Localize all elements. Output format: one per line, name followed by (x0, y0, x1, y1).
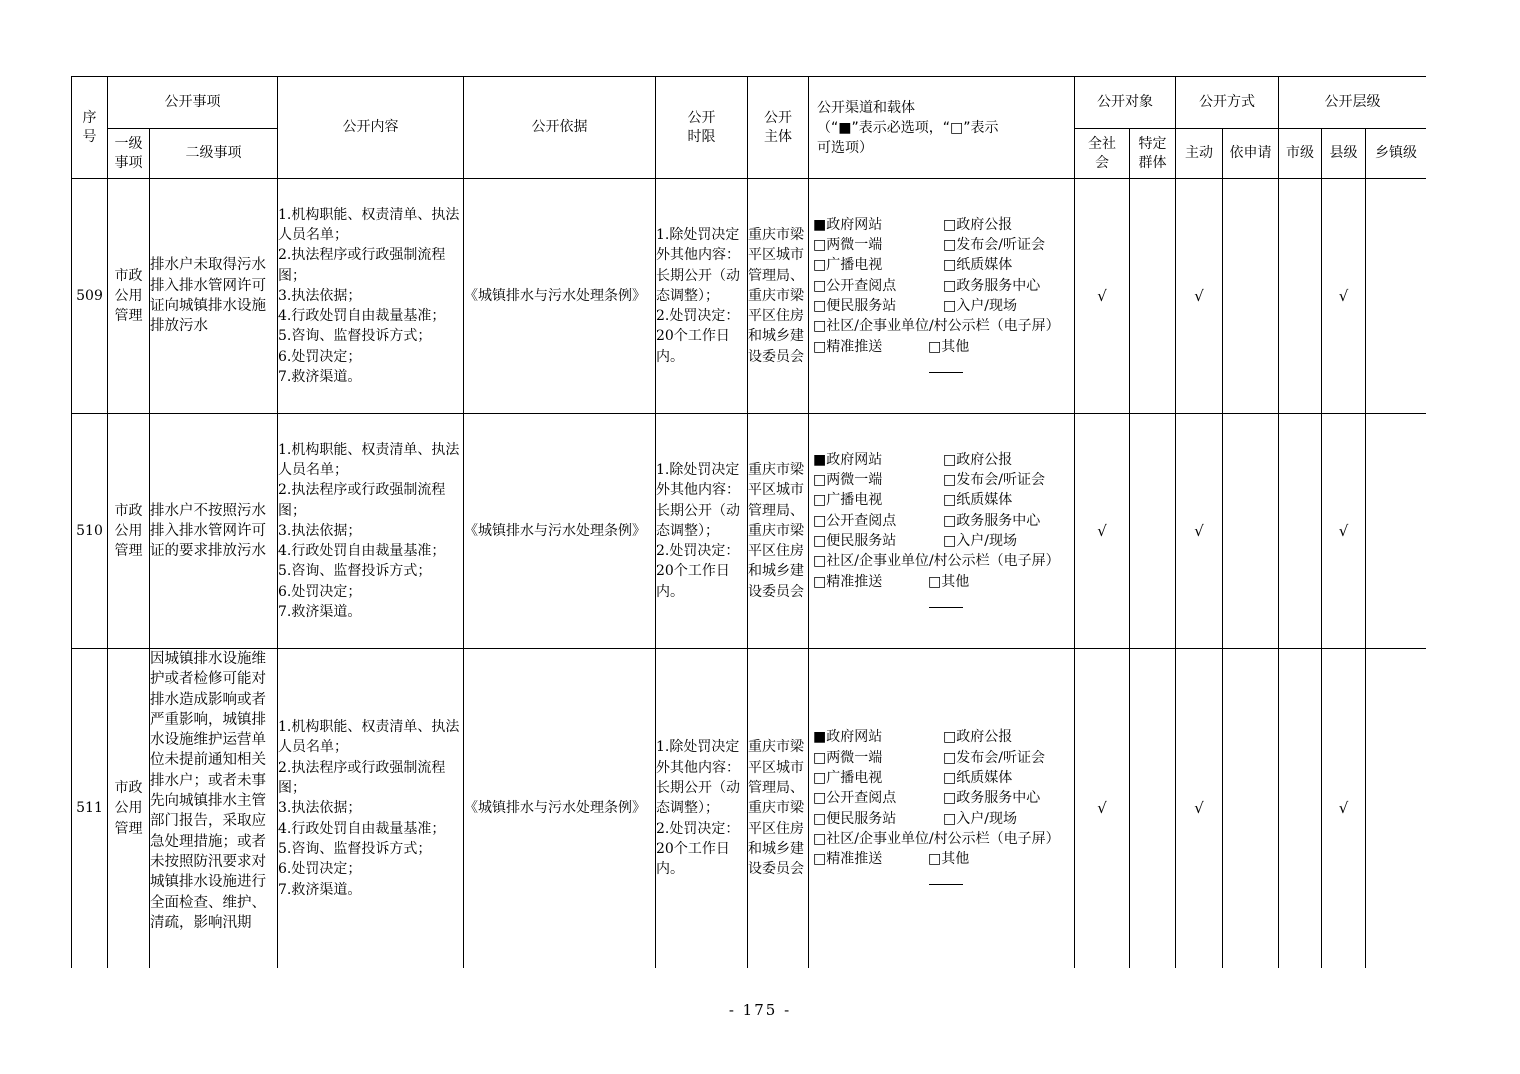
row-channels (809, 414, 1075, 649)
channel-convenience-station: □便民服务站 (813, 298, 897, 314)
row-content: 1.机构职能、权责清单、执法人员名单； 2.执法程序或行政强制流程图； 3.执法依据； 4.行政处罚自由裁量基准； 5.咨询、监督投诉方式； 6.处罚决定； 7.救济渠道。 (278, 649, 464, 969)
cell-specific-group (1130, 414, 1176, 649)
cell-on-request (1223, 649, 1279, 969)
row-subject: 重庆市梁平区城市管理局、重庆市梁平区住房和城乡建设委员会 (748, 649, 809, 969)
channel-broadcast-tv: □广播电视 (813, 257, 883, 274)
blank-line (929, 870, 963, 885)
row-number: 509 (72, 179, 108, 414)
disclosure-table-sheet (71, 76, 1426, 968)
row-subject: 重庆市梁平区城市管理局、重庆市梁平区住房和城乡建设委员会 (748, 179, 809, 414)
channel-broadcast-tv: □广播电视 (813, 492, 883, 509)
channel-print-media: □纸质媒体 (943, 492, 1013, 509)
channel-targeted-push: □精准推送 (813, 573, 883, 590)
row-number: 511 (72, 649, 108, 969)
disclosure-table (71, 76, 1426, 968)
header-time-limit: 公开 时限 (656, 77, 748, 179)
header-subject: 公开 主体 (748, 77, 809, 179)
channel-targeted-push: □精准推送 (813, 338, 883, 355)
channel-public-reading: □公开查阅点 (813, 277, 897, 294)
row-level2-cell (150, 649, 278, 969)
channel-other: □其他 (928, 851, 970, 868)
channel-print-media: □纸质媒体 (943, 769, 1013, 786)
channel-press-hearing: □发布会/听证会 (943, 237, 1045, 254)
row-level1: 市政 公用 管理 (108, 179, 150, 414)
channel-convenience-station: □便民服务站 (813, 533, 897, 549)
channel-gov-gazette: □政府公报 (943, 451, 1013, 468)
row-level2: 排水户未取得污水排入排水管网许可证向城镇排水设施排放污水 (150, 179, 278, 414)
row-level2: 因城镇排水设施维护或者检修可能对排水造成影响或者严重影响，城镇排水设施维护运营单位未提前通知相关排水户；或者未事先向城镇排水主管部门报告，采取应急处理措施；或者未按照防汛要求对城镇排水设施进行全面检查、维护、清疏，影响汛期 (150, 651, 266, 931)
cell-town-level (1366, 649, 1427, 969)
cell-on-request (1223, 179, 1279, 414)
cell-all-society: √ (1075, 649, 1130, 969)
row-basis: 《城镇排水与污水处理条例》 (464, 414, 656, 649)
channel-gov-website: ■政府网站 (813, 729, 883, 746)
channel-bulletin-board: □社区/企事业单位/村公示栏（电子屏） (813, 830, 1060, 847)
channel-public-reading: □公开查阅点 (813, 512, 897, 529)
channel-gov-gazette: □政府公报 (943, 729, 1013, 746)
cell-all-society: √ (1075, 179, 1130, 414)
cell-county-level: √ (1322, 649, 1366, 969)
cell-town-level (1366, 179, 1427, 414)
channel-convenience-station: □便民服务站 (813, 810, 897, 827)
channel-door-to-door: □入户/现场 (943, 298, 1017, 314)
row-subject: 重庆市梁平区城市管理局、重庆市梁平区住房和城乡建设委员会 (748, 414, 809, 649)
row-level2: 排水户不按照污水排入排水管网许可证的要求排放污水 (150, 414, 278, 649)
blank-line (929, 358, 963, 373)
channel-press-hearing: □发布会/听证会 (943, 472, 1045, 489)
cell-city-level (1279, 649, 1322, 969)
channel-door-to-door: □入户/现场 (943, 810, 1017, 827)
channel-service-center: □政务服务中心 (943, 277, 1041, 294)
blank-line (929, 593, 963, 608)
cell-active: √ (1176, 414, 1223, 649)
channel-press-hearing: □发布会/听证会 (943, 749, 1045, 766)
header-level2: 二级事项 (150, 129, 278, 179)
header-level1: 一级 事项 (108, 129, 150, 179)
channel-wechat-weibo-app: □两微一端 (813, 749, 883, 766)
cell-city-level (1279, 414, 1322, 649)
row-number: 510 (72, 414, 108, 649)
header-basis: 公开依据 (464, 77, 656, 179)
channel-gov-website: ■政府网站 (813, 451, 883, 468)
row-level1: 市政 公用 管理 (108, 414, 150, 649)
header-item-group: 公开事项 (108, 77, 278, 129)
channel-gov-gazette: □政府公报 (943, 216, 1013, 233)
header-level-city: 市级 (1279, 129, 1322, 179)
header-method-request: 依申请 (1223, 129, 1279, 179)
channel-print-media: □纸质媒体 (943, 257, 1013, 274)
row-time-limit: 1.除处罚决定外其他内容：长期公开（动态调整）； 2.处罚决定：20个工作日内。 (656, 179, 748, 414)
channel-public-reading: □公开查阅点 (813, 790, 897, 807)
header-audience: 公开对象 (1075, 77, 1176, 129)
cell-active: √ (1176, 179, 1223, 414)
row-channels (809, 649, 1075, 969)
channel-gov-website: ■政府网站 (813, 216, 883, 233)
channel-other: □其他 (928, 338, 970, 355)
table-row (72, 649, 1427, 969)
channel-wechat-weibo-app: □两微一端 (813, 237, 883, 254)
cell-county-level: √ (1322, 414, 1366, 649)
cell-all-society: √ (1075, 414, 1130, 649)
row-time-limit: 1.除处罚决定外其他内容：长期公开（动态调整）； 2.处罚决定：20个工作日内。 (656, 414, 748, 649)
header-audience-specific: 特定 群体 (1130, 129, 1176, 179)
cell-specific-group (1130, 179, 1176, 414)
row-content: 1.机构职能、权责清单、执法人员名单； 2.执法程序或行政强制流程图； 3.执法依据； 4.行政处罚自由裁量基准； 5.咨询、监督投诉方式； 6.处罚决定； 7.救济渠道。 (278, 414, 464, 649)
header-level-town: 乡镇级 (1366, 129, 1427, 179)
row-basis: 《城镇排水与污水处理条例》 (464, 649, 656, 969)
header-seq: 序 号 (72, 77, 108, 179)
cell-active: √ (1176, 649, 1223, 969)
channel-broadcast-tv: □广播电视 (813, 769, 883, 786)
cell-town-level (1366, 414, 1427, 649)
header-level: 公开层级 (1279, 77, 1427, 129)
channel-door-to-door: □入户/现场 (943, 533, 1017, 549)
page-number: - 175 - (728, 1001, 792, 1019)
channel-wechat-weibo-app: □两微一端 (813, 472, 883, 489)
cell-county-level: √ (1322, 179, 1366, 414)
header-content: 公开内容 (278, 77, 464, 179)
header-channels: 公开渠道和载体 （“■”表示必选项，“□”表示 可选项） (809, 77, 1075, 179)
row-time-limit: 1.除处罚决定外其他内容：长期公开（动态调整）； 2.处罚决定：20个工作日内。 (656, 649, 748, 969)
channel-service-center: □政务服务中心 (943, 512, 1041, 529)
header-method-active: 主动 (1176, 129, 1223, 179)
row-level1: 市政 公用 管理 (108, 649, 150, 969)
header-method: 公开方式 (1176, 77, 1279, 129)
table-row (72, 179, 1427, 414)
header-audience-all: 全社 会 (1075, 129, 1130, 179)
channel-other: □其他 (928, 573, 970, 590)
header-row-1 (72, 77, 1427, 129)
row-basis: 《城镇排水与污水处理条例》 (464, 179, 656, 414)
row-content: 1.机构职能、权责清单、执法人员名单； 2.执法程序或行政强制流程图； 3.执法依据； 4.行政处罚自由裁量基准； 5.咨询、监督投诉方式； 6.处罚决定； 7.救济渠道。 (278, 179, 464, 414)
cell-on-request (1223, 414, 1279, 649)
cell-city-level (1279, 179, 1322, 414)
channel-targeted-push: □精准推送 (813, 851, 883, 868)
channel-service-center: □政务服务中心 (943, 790, 1041, 807)
header-level-county: 县级 (1322, 129, 1366, 179)
channel-bulletin-board: □社区/企事业单位/村公示栏（电子屏） (813, 318, 1060, 335)
row-channels (809, 179, 1075, 414)
channel-bulletin-board: □社区/企事业单位/村公示栏（电子屏） (813, 553, 1060, 570)
table-row (72, 414, 1427, 649)
cell-specific-group (1130, 649, 1176, 969)
